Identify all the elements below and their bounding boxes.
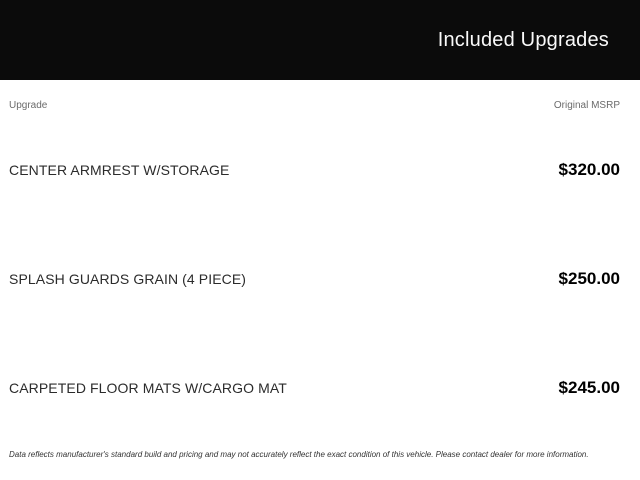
upgrades-table [0,115,640,442]
disclaimer-text: Data reflects manufacturer's standard build and pricing and may not accurately reflect the exact condition of this vehicle. Please contact dealer for more information. [9,450,589,459]
table-row [0,224,640,333]
column-header-upgrade: Upgrade [9,100,48,111]
upgrade-name: CENTER ARMREST W/STORAGE [9,161,230,178]
upgrade-price: $245.00 [558,377,620,397]
column-header-original-msrp: Original MSRP [553,100,620,111]
disclaimer [0,442,640,462]
page-title: Included Upgrades [437,28,609,51]
table-row [0,333,640,442]
upgrade-name: SPLASH GUARDS GRAIN (4 PIECE) [9,270,247,287]
upgrade-name: CARPETED FLOOR MATS W/CARGO MAT [9,379,287,396]
upgrade-price: $320.00 [558,159,620,179]
upgrade-price: $250.00 [558,268,620,288]
table-row [0,115,640,224]
header-bar [0,0,640,80]
table-column-headers [0,80,640,115]
